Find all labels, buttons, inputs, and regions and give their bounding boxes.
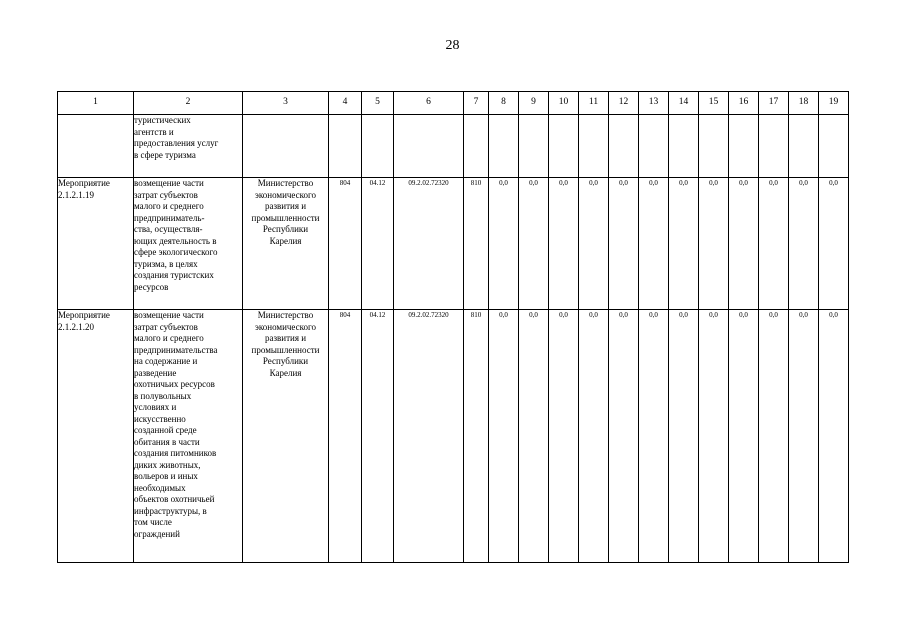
header-cell: 19 xyxy=(819,92,849,115)
value-cell: 0,0 xyxy=(699,178,729,310)
header-cell: 13 xyxy=(639,92,669,115)
header-cell: 4 xyxy=(329,92,362,115)
cell-line: в сфере туризма xyxy=(134,149,196,160)
cell-line: возмещение части xyxy=(134,178,204,188)
cell-line: предприниматель- xyxy=(134,212,205,223)
value-cell xyxy=(699,115,729,178)
cell-line: агентств и xyxy=(134,126,174,137)
cell-line: Мероприятие xyxy=(58,178,110,188)
value-cell: 0,0 xyxy=(639,178,669,310)
measure-id-cell xyxy=(58,115,134,178)
cell-line: созданной среде xyxy=(134,425,197,435)
cell-line: объектов охотничьей xyxy=(134,494,215,504)
value-cell: 0,0 xyxy=(759,310,789,563)
cell-line: Министерство xyxy=(257,178,314,188)
cell-line: Карелия xyxy=(269,367,302,378)
cell-line: ограждений xyxy=(134,528,180,539)
value-cell: 0,0 xyxy=(819,178,849,310)
value-cell: 0,0 xyxy=(819,310,849,563)
value-cell: 0,0 xyxy=(489,178,519,310)
cell-line: на содержание и xyxy=(134,356,198,366)
cell-line: малого и среднего xyxy=(134,201,204,211)
cell-line: Карелия xyxy=(269,235,302,246)
table-header-row xyxy=(58,92,849,115)
measure-id-cell xyxy=(58,310,134,563)
responsible-organization-cell xyxy=(243,310,329,563)
table-row xyxy=(58,178,849,310)
header-cell: 3 xyxy=(243,92,329,115)
cell-line: сфере экологического xyxy=(134,247,218,257)
code-cell: 04.12 xyxy=(362,310,394,563)
header-cell: 5 xyxy=(362,92,394,115)
code-cell: 09.2.02.72320 xyxy=(394,310,464,563)
cell-line: ресурсов xyxy=(134,281,169,292)
cell-line: обитания в части xyxy=(134,436,200,447)
cell-line: предпринимательства xyxy=(134,344,218,355)
cell-line: необходимых xyxy=(134,482,186,493)
header-cell: 8 xyxy=(489,92,519,115)
value-cell: 0,0 xyxy=(519,310,549,563)
cell-line: вольеров и иных xyxy=(134,471,198,481)
cell-line: Мероприятие xyxy=(58,310,110,320)
cell-line: инфраструктуры, в xyxy=(134,505,207,516)
value-cell: 0,0 xyxy=(669,310,699,563)
cell-line: Республики xyxy=(262,356,309,366)
cell-line: туризма, в целях xyxy=(134,258,198,269)
value-cell: 0,0 xyxy=(489,310,519,563)
cell-line: предоставления услуг xyxy=(134,138,219,148)
value-cell: 0,0 xyxy=(609,310,639,563)
value-cell: 0,0 xyxy=(549,310,579,563)
header-cell: 14 xyxy=(669,92,699,115)
cell-line: охотничьих ресурсов xyxy=(134,379,215,389)
code-cell: 810 xyxy=(464,310,489,563)
value-cell: 0,0 xyxy=(759,178,789,310)
code-cell: 804 xyxy=(329,310,362,563)
cell-line: искусственно xyxy=(134,413,186,424)
cell-line: 2.1.2.1.20 xyxy=(58,321,94,332)
cell-line: разведение xyxy=(134,367,177,378)
cell-line: 2.1.2.1.19 xyxy=(58,189,94,200)
header-cell: 17 xyxy=(759,92,789,115)
cell-line: Министерство xyxy=(257,310,314,320)
cell-line: промышленности xyxy=(251,344,320,355)
value-cell xyxy=(669,115,699,178)
measure-id-cell xyxy=(58,178,134,310)
value-cell: 0,0 xyxy=(729,310,759,563)
measure-description-cell xyxy=(134,115,243,178)
header-cell: 1 xyxy=(58,92,134,115)
value-cell xyxy=(759,115,789,178)
cell-line: возмещение части xyxy=(134,310,204,320)
code-cell xyxy=(464,115,489,178)
cell-line: создания туристских xyxy=(134,270,214,280)
value-cell xyxy=(729,115,759,178)
value-cell: 0,0 xyxy=(639,310,669,563)
cell-line: развития и xyxy=(264,333,307,343)
cell-line: экономического xyxy=(254,321,317,332)
budget-table xyxy=(57,91,849,563)
cell-line: условиях и xyxy=(134,402,177,412)
cell-line: туристических xyxy=(134,115,191,125)
cell-line: экономического xyxy=(254,189,317,200)
value-cell xyxy=(609,115,639,178)
header-cell: 7 xyxy=(464,92,489,115)
value-cell xyxy=(639,115,669,178)
value-cell: 0,0 xyxy=(669,178,699,310)
responsible-organization-cell xyxy=(243,178,329,310)
value-cell: 0,0 xyxy=(729,178,759,310)
header-cell: 9 xyxy=(519,92,549,115)
cell-line: промышленности xyxy=(251,212,320,223)
header-cell: 12 xyxy=(609,92,639,115)
cell-line: ющих деятельность в xyxy=(134,235,217,246)
cell-line: развития и xyxy=(264,201,307,211)
header-cell: 15 xyxy=(699,92,729,115)
cell-line: затрат субъектов xyxy=(134,321,198,332)
code-cell: 810 xyxy=(464,178,489,310)
value-cell: 0,0 xyxy=(549,178,579,310)
header-cell: 10 xyxy=(549,92,579,115)
value-cell: 0,0 xyxy=(579,310,609,563)
value-cell xyxy=(579,115,609,178)
cell-line: Республики xyxy=(262,224,309,234)
responsible-organization-cell xyxy=(243,115,329,178)
value-cell xyxy=(819,115,849,178)
measure-description-cell xyxy=(134,178,243,310)
table-row xyxy=(58,310,849,563)
cell-line: затрат субъектов xyxy=(134,189,198,200)
value-cell xyxy=(519,115,549,178)
cell-line: диких животных, xyxy=(134,459,201,470)
code-cell xyxy=(329,115,362,178)
code-cell xyxy=(362,115,394,178)
header-cell: 2 xyxy=(134,92,243,115)
cell-line: том числе xyxy=(134,517,172,527)
code-cell: 09.2.02.72320 xyxy=(394,178,464,310)
header-cell: 16 xyxy=(729,92,759,115)
value-cell: 0,0 xyxy=(519,178,549,310)
measure-description-cell xyxy=(134,310,243,563)
value-cell: 0,0 xyxy=(789,178,819,310)
value-cell: 0,0 xyxy=(699,310,729,563)
value-cell xyxy=(549,115,579,178)
cell-line: ства, осуществля- xyxy=(134,224,203,234)
cell-line: в полувольных xyxy=(134,390,192,401)
code-cell: 04.12 xyxy=(362,178,394,310)
value-cell: 0,0 xyxy=(579,178,609,310)
cell-line: малого и среднего xyxy=(134,333,204,343)
header-cell: 18 xyxy=(789,92,819,115)
cell-line: создания питомников xyxy=(134,448,217,458)
table-row xyxy=(58,115,849,178)
code-cell xyxy=(394,115,464,178)
value-cell xyxy=(489,115,519,178)
header-cell: 6 xyxy=(394,92,464,115)
value-cell: 0,0 xyxy=(789,310,819,563)
header-cell: 11 xyxy=(579,92,609,115)
value-cell: 0,0 xyxy=(609,178,639,310)
value-cell xyxy=(789,115,819,178)
code-cell: 804 xyxy=(329,178,362,310)
page-number: 28 xyxy=(445,38,460,53)
